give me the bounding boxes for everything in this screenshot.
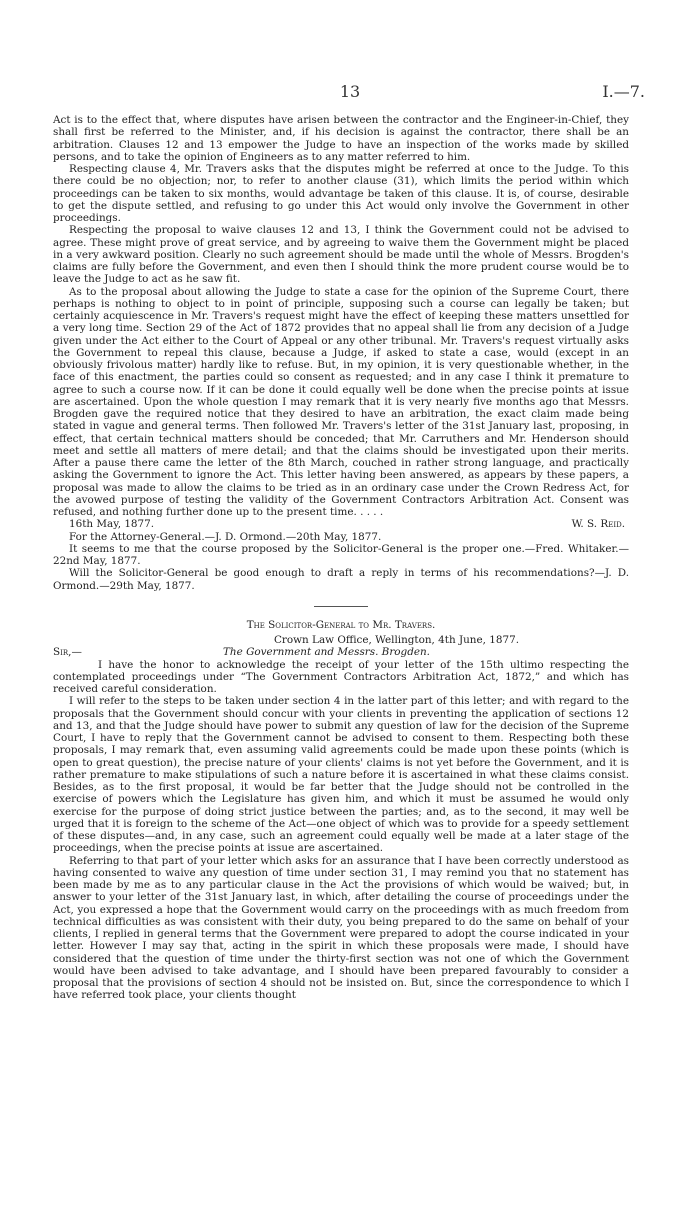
- salutation-line: [53, 646, 629, 658]
- paper-reference: I.—7.: [602, 82, 645, 101]
- report-date: 16th May, 1877.: [69, 518, 155, 531]
- letter-heading: The Solicitor-General to Mr. Travers.: [246, 618, 436, 631]
- minute-note: It seems to me that the course proposed by the Solicitor-General is the proper one.—Fred. Whitaker.—22nd May, 1877.: [53, 542, 629, 567]
- date-signature-line: [53, 518, 629, 530]
- paragraph: I will refer to the steps to be taken under section 4 in the latter part of this letter; and with regard to the proposals that the Government should concur with your clients in preventing the application of sections 12 and 13, and that the Judge should have power to submit any question of law for the decision of the Supreme Court, I have to reply that the Government cannot be advised to consent to them. Respecting both these proposals, I may remark that, even assuming valid agreements could be made upon these points (which is open to great question), the precise nature of your clients' claims is not yet before the Government, and it is rather premature to make stipulations of such a nature before it is ascertained in what these claims consist. Besides, as to the first proposal, it would be far better that the Judge should not be controlled in the exercise of powers which the Legislature has given him, and which it must be assumed he would only exercise for the purpose of doing strict justice between the parties; and, as to the second, it may well be urged that it is foreign to the scheme of the Act—one object of which was to provide for a speedy settlement of these disputes—and, in any case, such an agreement could equally well be made at a later stage of the proceedings, when the precise points at issue are ascertained.: [53, 695, 629, 855]
- section-report: [53, 114, 629, 1002]
- paragraph: Respecting the proposal to waive clauses 12 and 13, I think the Government could not be advised to agree. These might prove of great service, and by agreeing to waive them the Government might be placed in a very awkward position. Clearly no such agreement should be made until the whole of Messrs. Brogden's claims are fully before the Government, and even then I should think the more prudent course would be to leave the Judge to act as he saw fit.: [53, 224, 629, 286]
- section-divider: [314, 606, 368, 607]
- paragraph: Referring to that part of your letter which asks for an assurance that I have been correctly understood as having consented to waive any question of time under section 31, I may remind you that no statement has been made by me as to any particular clause in the Act the provisions of which would be waived; but, in answer to your letter of the 31st January last, in which, after detailing the course of proceedings under the Act, you expressed a hope that the Government would carry on the proceedings with as much freedom from technical difficulties as was consistent with their duty, you being prepared to do the same on behalf of your clients, I replied in general terms that the Government were prepared to adopt the course indicated in your letter. However I may say that, acting in the spirit in which these proposals were made, I should have considered that the question of time under the thirty-first section was not one of which the Government would have been advised to take advantage, and I should have been prepared favourably to consider a proposal that the provisions of section 4 should not be insisted on. But, since the correspondence to which I have referred took place, your clients thought: [53, 854, 629, 1002]
- paragraph: I have the honor to acknowledge the receipt of your letter of the 15th ultimo respecting the contemplated proceedings under “The Government Contractors Arbitration Act, 1872,” and which has received careful consideration.: [53, 658, 629, 695]
- minute-note: For the Attorney-General.—J. D. Ormond.—20th May, 1877.: [69, 530, 382, 543]
- paragraph: Act is to the effect that, where disputes have arisen between the contractor and the Engineer-in-Chief, they shall first be referred to the Minister, and, if his decision is against the contractor, there shall be an arbitration. Clauses 12 and 13 empower the Judge to have an inspection of the works made by skilled persons, and to take the opinion of Engineers as to any matter referred to him.: [53, 114, 629, 163]
- letter-subject: The Government and Messrs. Brogden.: [223, 646, 430, 659]
- paragraph: As to the proposal about allowing the Judge to state a case for the opinion of the Supreme Court, there perhaps is nothing to object to in point of principle, supposing such a course can legally be taken; but certainly acquiescence in Mr. Travers's request might have the effect of keeping these matters unsettled for a very long time. Section 29 of the Act of 1872 provides that no appeal shall lie from any decision of a Judge given under the Act either to the Court of Appeal or any other tribunal. Mr. Travers's request virtually asks the Government to repeal this clause, because a Judge, if asked to state a case, would (except in an obviously frivolous matter) hardly like to refuse. But, in my opinion, it is very questionable whether, in the face of this enactment, the parties could so consent as requested; and in any case I think it premature to agree to such a course now. If it can be done it could equally well be done when the precise points at issue are ascertained. Upon the whole question I may remark that it is very nearly five months ago that Messrs. Brogden gave the required notice that they desired to have an arbitration, the exact claim made being stated in vague and general terms. Then followed Mr. Travers's letter of the 31st January last, proposing, in effect, that certain technical matters should be conceded; that Mr. Carruthers and Mr. Henderson should meet and settle all matters of mere detail; and that the claims should be investigated upon their merits. After a pause there came the letter of the 8th March, couched in rather strong language, and practically asking the Government to ignore the Act. This letter having been answered, as appears by these papers, a proposal was made to allow the claims to be tried as in an ordinary case under the Crown Redress Act, for the avowed purpose of testing the validity of the Government Contractors Arbitration Act. Consent was refused, and nothing further done up to the present time. . . . .: [53, 285, 629, 518]
- paragraph: Respecting clause 4, Mr. Travers asks that the disputes might be referred at once to the Judge. To this there could be no objection; nor, to refer to another clause (31), which limits the period within which proceedings can be taken to six months, would advantage be taken of this clause. It is, of course, desirable to get the dispute settled, and refusing to go under this Act would only involve the Government in other proceedings.: [53, 163, 629, 224]
- minute-note: Will the Solicitor-General be good enough to draft a reply in terms of his recommendations?—J. D. Ormond.—29th May, 1877.: [53, 567, 629, 592]
- salutation: Sir,—: [53, 646, 82, 659]
- signature: W. S. Reid.: [571, 518, 625, 531]
- letter-address: Crown Law Office, Wellington, 4th June, 1877.: [273, 634, 519, 646]
- page-number: 13: [339, 82, 361, 101]
